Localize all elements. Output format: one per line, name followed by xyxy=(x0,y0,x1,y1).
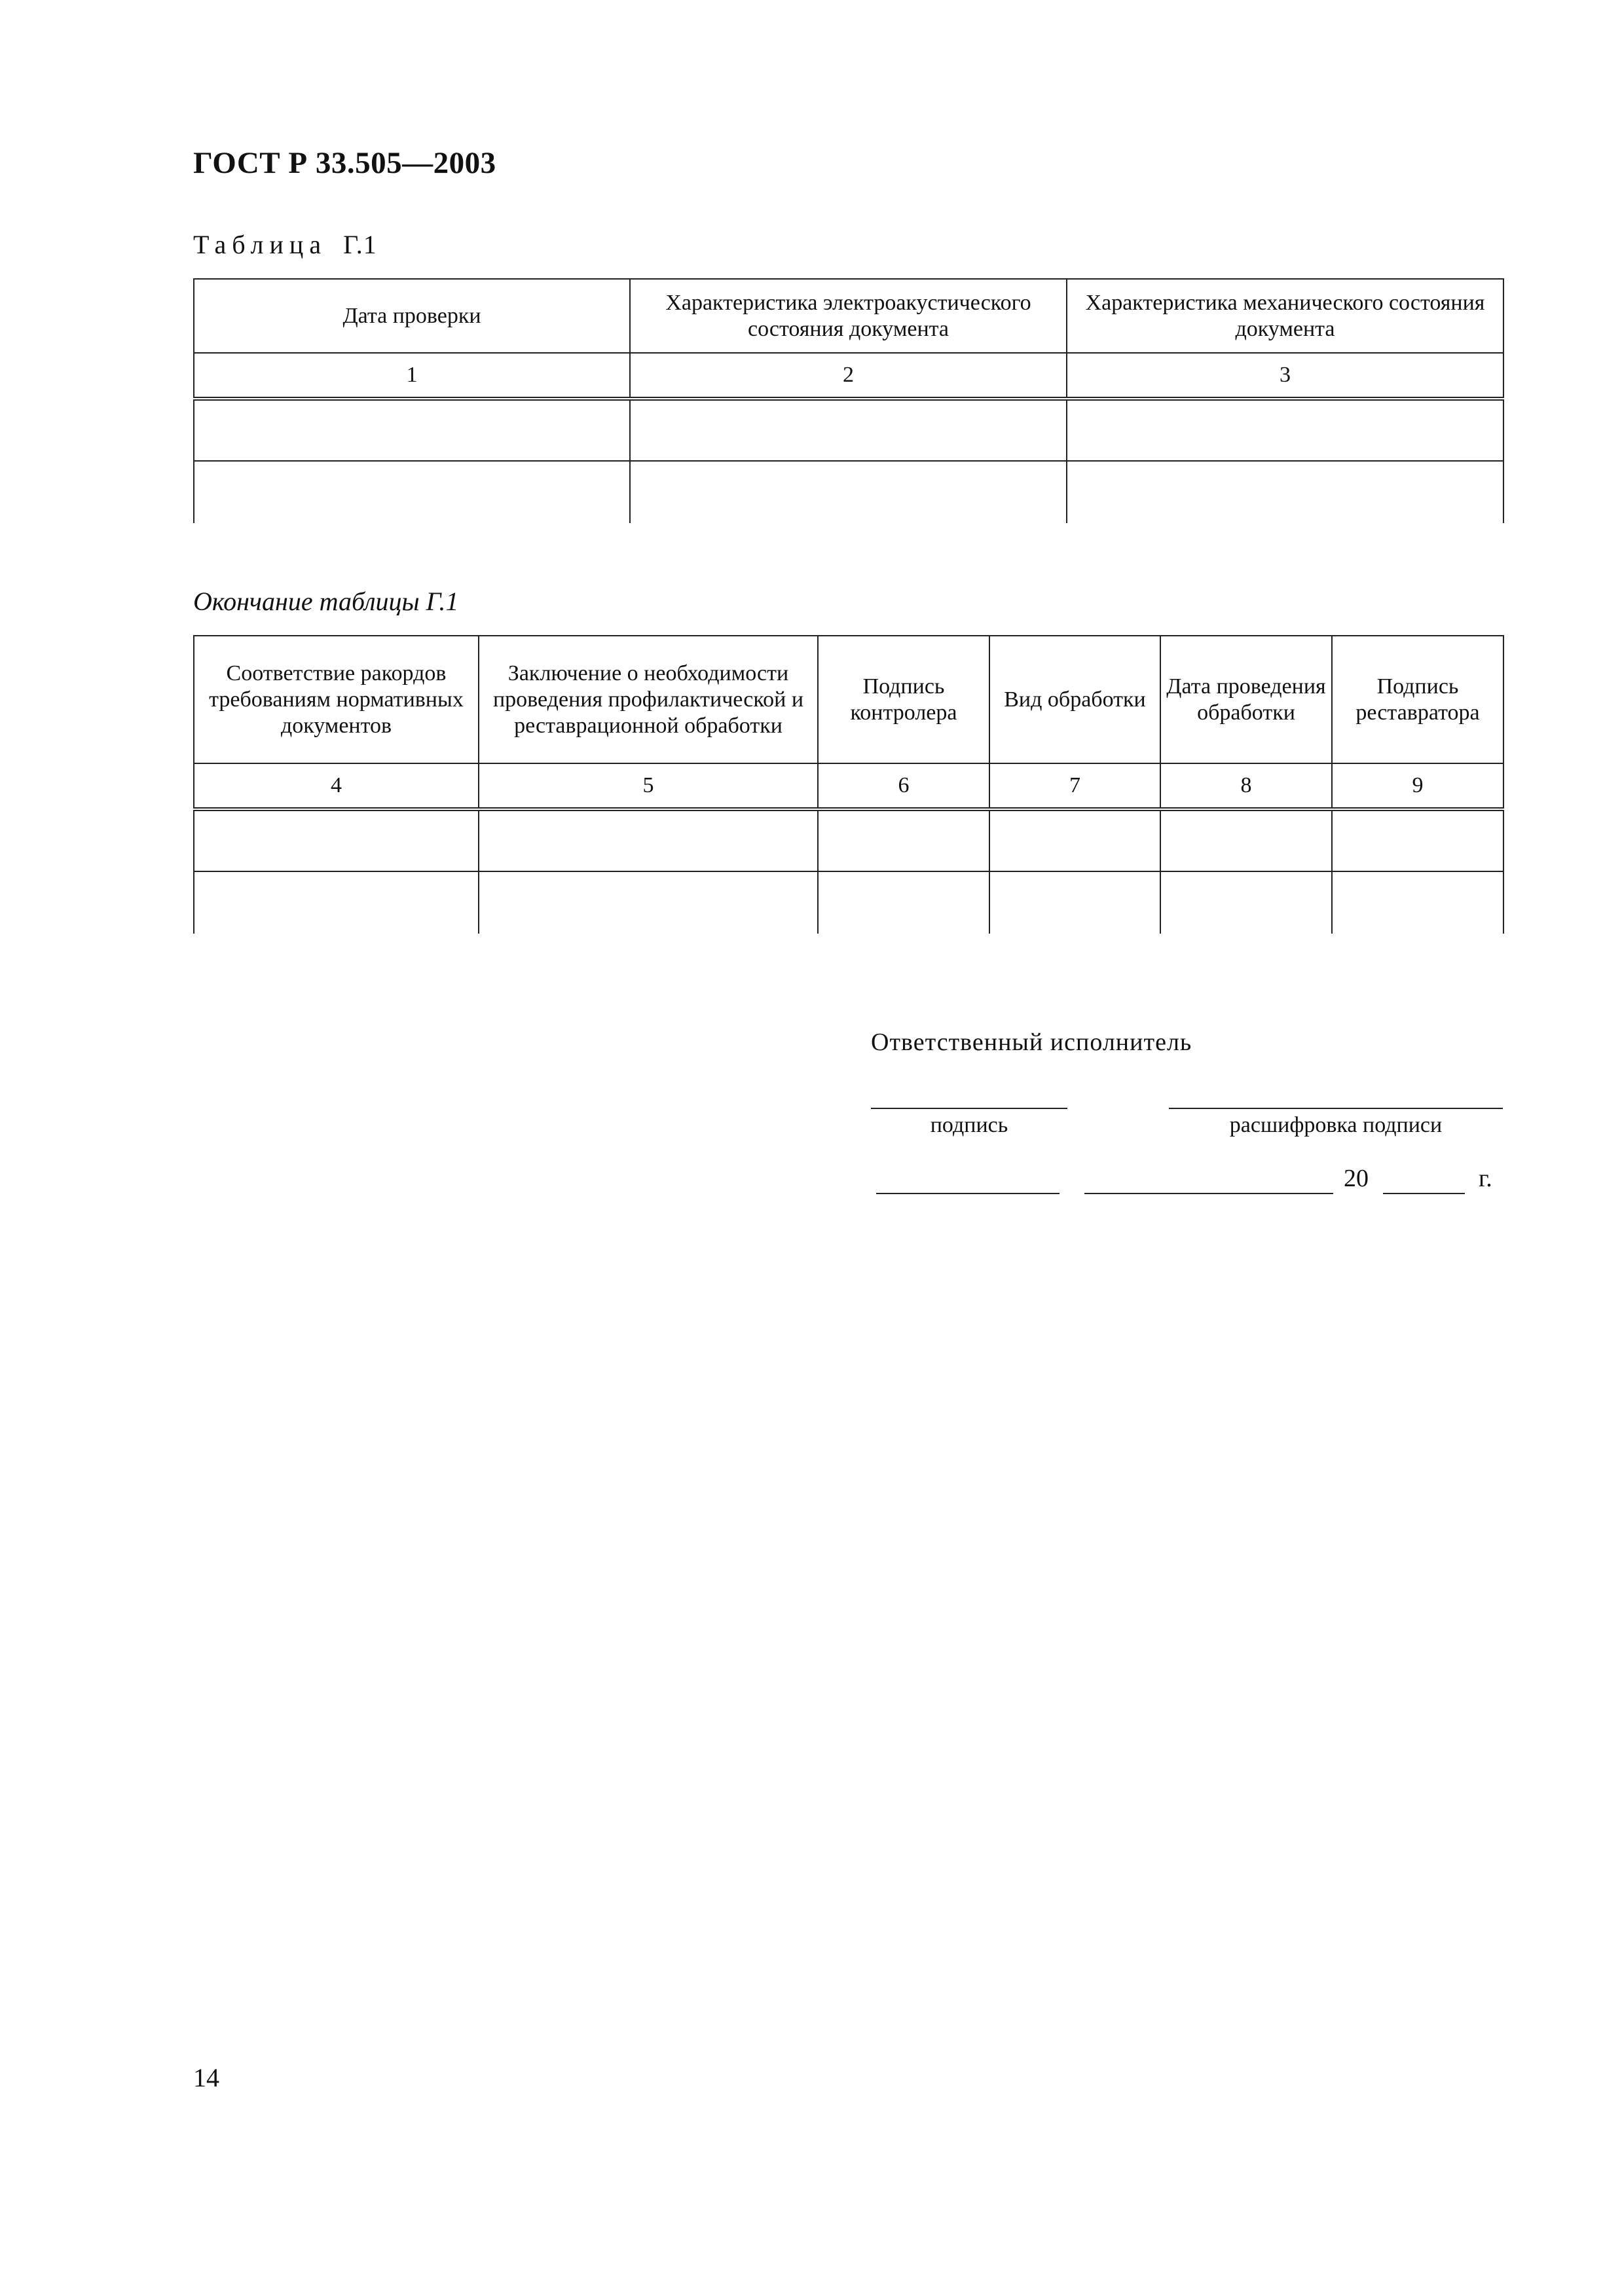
table-2-empty-row xyxy=(194,871,1503,934)
table-1-column-number: 3 xyxy=(1067,353,1503,399)
table-2-empty-cell[interactable] xyxy=(194,809,479,871)
table-1-empty-cell[interactable] xyxy=(194,461,630,523)
year-prefix: 20 xyxy=(1344,1165,1369,1192)
date-year-line[interactable] xyxy=(1383,1193,1465,1194)
table-1-empty-cell[interactable] xyxy=(1067,399,1503,461)
table-1-caption xyxy=(193,229,377,260)
table-2-empty-cell[interactable] xyxy=(818,809,989,871)
table-2-column-number: 6 xyxy=(818,763,989,809)
table-1-empty-cell[interactable] xyxy=(630,461,1067,523)
table-2-empty-cell[interactable] xyxy=(1332,809,1503,871)
table-1-empty-cell[interactable] xyxy=(1067,461,1503,523)
table-2-header-cell: Подпись реставратора xyxy=(1332,636,1503,763)
table-2-column-number: 5 xyxy=(479,763,818,809)
table-1-empty-cell[interactable] xyxy=(630,399,1067,461)
table-1-header-row xyxy=(194,279,1503,353)
table-1-empty-row xyxy=(194,461,1503,523)
table-2-header-row xyxy=(194,636,1503,763)
responsible-executor-title: Ответственный исполнитель xyxy=(871,1029,1192,1056)
table-2-empty-row xyxy=(194,809,1503,871)
signature-decoding-label: расшифровка подписи xyxy=(1229,1113,1443,1137)
table-2-header-cell: Подпись контролера xyxy=(818,636,989,763)
table-2-empty-cell[interactable] xyxy=(194,871,479,934)
table-2-header-cell: Соответствие ракордов требованиям нормативных документов xyxy=(194,636,479,763)
table-2-column-number: 4 xyxy=(194,763,479,809)
table-1-caption-word: Таблица xyxy=(193,230,327,259)
signature-line[interactable] xyxy=(871,1108,1067,1109)
table-2-empty-cell[interactable] xyxy=(989,809,1160,871)
signature-block xyxy=(871,1028,1503,1244)
table-2-empty-cell[interactable] xyxy=(1160,871,1332,934)
table-2-header-cell: Дата проведения обработки xyxy=(1160,636,1332,763)
table-1-column-number: 1 xyxy=(194,353,630,399)
table-2-empty-cell[interactable] xyxy=(989,871,1160,934)
page-number: 14 xyxy=(193,2063,219,2092)
table-2-header-cell: Заключение о необходимости проведения профилактической и реставрационной обработки xyxy=(479,636,818,763)
table-2-column-number: 7 xyxy=(989,763,1160,809)
table-1-header-cell: Характеристика электроакустического состояния документа xyxy=(630,279,1067,353)
table-2-empty-cell[interactable] xyxy=(479,871,818,934)
table-1-caption-number: Г.1 xyxy=(343,230,377,259)
table-2-number-row xyxy=(194,763,1503,809)
table-1-empty-row xyxy=(194,399,1503,461)
table-2-empty-cell[interactable] xyxy=(1332,871,1503,934)
table-2-empty-cell[interactable] xyxy=(479,809,818,871)
date-month-line[interactable] xyxy=(1084,1193,1333,1194)
table-1 xyxy=(193,278,1504,523)
table-1-header-cell: Характеристика механического состояния документа xyxy=(1067,279,1503,353)
table-2-column-number: 8 xyxy=(1160,763,1332,809)
table-2-header-cell: Вид обработки xyxy=(989,636,1160,763)
table-2-empty-cell[interactable] xyxy=(818,871,989,934)
table-2-caption: Окончание таблицы Г.1 xyxy=(193,587,459,616)
table-2-empty-cell[interactable] xyxy=(1160,809,1332,871)
table-1-header-cell: Дата проверки xyxy=(194,279,630,353)
signature-label: подпись xyxy=(930,1113,1008,1137)
table-1-number-row xyxy=(194,353,1503,399)
year-suffix: г. xyxy=(1479,1165,1492,1192)
signature-decoding-line[interactable] xyxy=(1169,1108,1503,1109)
table-2-column-number: 9 xyxy=(1332,763,1503,809)
document-header-code: ГОСТ Р 33.505—2003 xyxy=(193,146,496,180)
table-1-empty-cell[interactable] xyxy=(194,399,630,461)
table-1-column-number: 2 xyxy=(630,353,1067,399)
table-2 xyxy=(193,635,1504,934)
date-day-line[interactable] xyxy=(876,1193,1060,1194)
